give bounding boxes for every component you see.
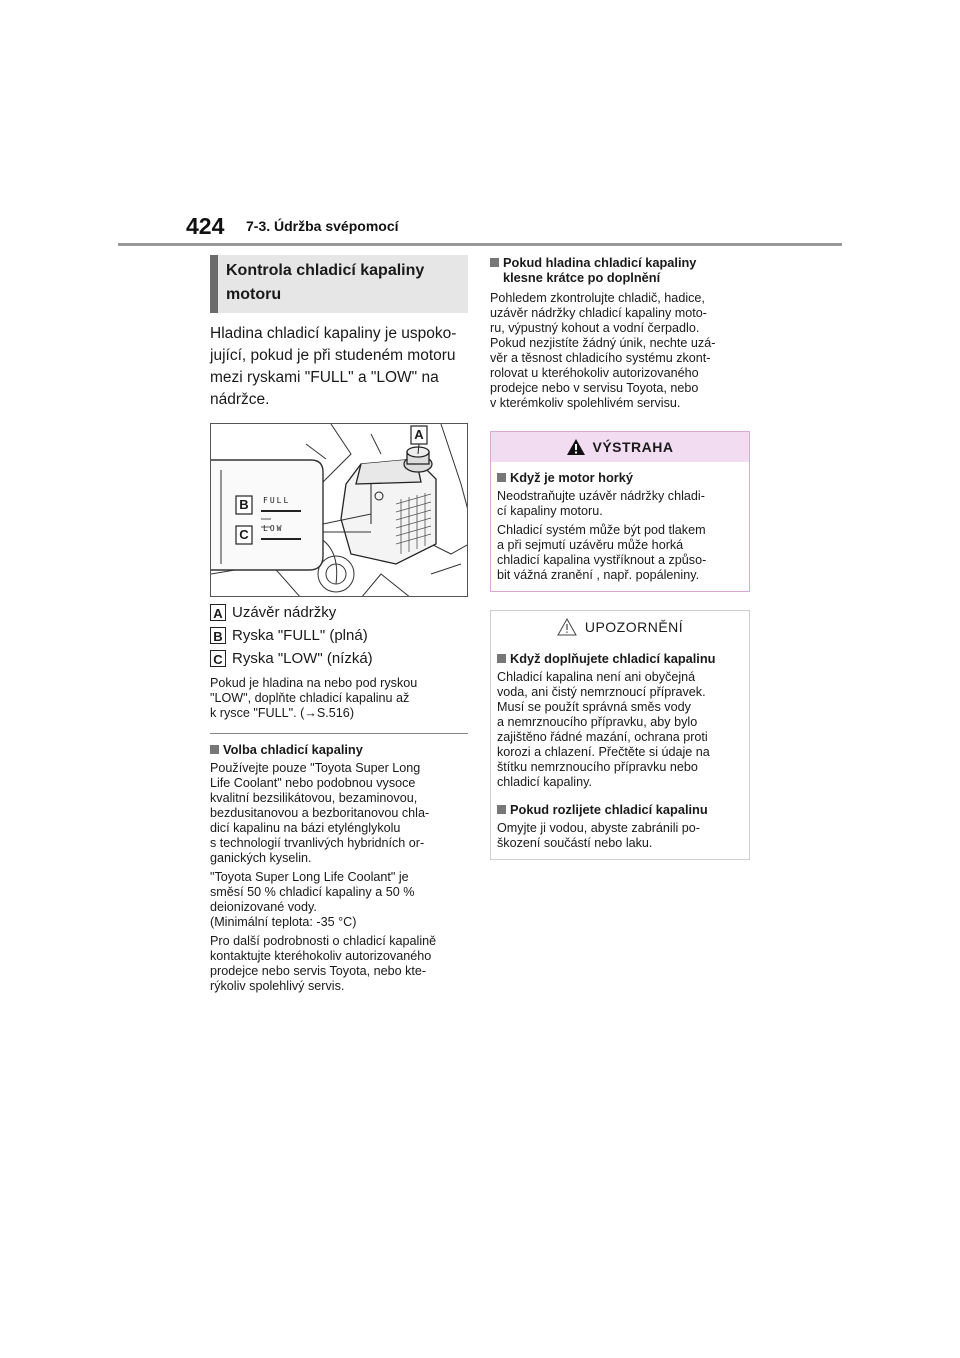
para-line: kontaktujte kteréhokoliv autorizovaného [210, 949, 432, 963]
callout-b-label: B [239, 497, 249, 512]
figure-legend [210, 601, 468, 670]
para-line: kvalitní bezsilikátovou, bezaminovou, [210, 791, 418, 805]
caution-triangle-icon [557, 618, 577, 636]
para-line: ganických kyselin. [210, 851, 312, 865]
paragraph [210, 870, 468, 930]
intro-text [210, 323, 468, 411]
intro-line: nádržce. [210, 391, 270, 408]
para-line: dicí kapalinu na bázi etylénglykolu [210, 821, 401, 835]
para-line: věr a těsnost chladicího systému zkont- [490, 351, 711, 365]
notice-box [490, 610, 750, 860]
notice-title-bar [491, 611, 749, 643]
para-line: (Minimální teplota: -35 °C) [210, 915, 357, 929]
section-heading [210, 255, 468, 313]
right-column [490, 255, 750, 860]
para-line: škození součástí nebo laku. [497, 836, 653, 850]
legend-item [210, 647, 468, 670]
paragraph [497, 821, 743, 851]
callout-c-label: C [239, 527, 249, 542]
divider [210, 733, 468, 734]
notice-title: UPOZORNĚNÍ [584, 619, 684, 635]
note-line: Pokud je hladina na nebo pod ryskou [210, 676, 418, 690]
para-line: Chladicí kapalina není ani obyčejná [497, 670, 696, 684]
callout-a-label: A [414, 427, 424, 442]
notice-body [491, 643, 749, 859]
para-line: Používejte pouze "Toyota Super Long [210, 761, 421, 775]
header-rule [118, 243, 842, 246]
para-line: Neodstraňujte uzávěr nádržky chladi- [497, 489, 705, 503]
heading-text: Volba chladicí kapaliny [223, 742, 363, 757]
para-line: zajištěno řádné mazání, ochrana proti [497, 730, 708, 744]
bullet-square-icon [210, 745, 219, 754]
heading-line: klesne krátce po doplnění [503, 270, 661, 285]
para-line: Pokud nezjistíte žádný únik, nechte uzá- [490, 336, 716, 350]
para-line: a při sejmutí uzávěru může horká [497, 538, 684, 552]
refilling-heading [497, 651, 743, 666]
page-number: 424 [186, 213, 225, 239]
intro-line: mezi ryskami "FULL" a "LOW" na [210, 369, 439, 386]
heading-text: Pokud rozlijete chladicí kapalinu [510, 802, 708, 817]
warning-body [491, 462, 749, 591]
coolant-selection-heading [210, 742, 468, 757]
legend-key: B [210, 627, 226, 644]
para-line: prodejce nebo servis Toyota, nebo kte- [210, 964, 427, 978]
para-line: Life Coolant" nebo podobnou vysoce [210, 776, 416, 790]
paragraph [210, 934, 468, 994]
level-drop-heading [490, 255, 750, 285]
para-line: chladicí kapaliny. [497, 775, 592, 789]
legend-item [210, 624, 468, 647]
para-line: Pro další podrobnosti o chladicí kapalině [210, 934, 437, 948]
intro-line: Hladina chladicí kapaliny je uspoko- [210, 325, 457, 342]
para-line: ru, výpustný kohout a vodní čerpadlo. [490, 321, 700, 335]
para-line: Omyjte ji vodou, abyste zabránili po- [497, 821, 700, 835]
para-line: s technologií trvanlivých hybridních or- [210, 836, 425, 850]
warning-triangle-icon [566, 438, 586, 456]
bullet-square-icon [497, 805, 506, 814]
para-line: rýkoliv spolehlivý servis. [210, 979, 345, 993]
legend-text: Ryska "LOW" (nízká) [232, 650, 373, 667]
bullet-square-icon [497, 473, 506, 482]
low-mark-label: LOW [263, 524, 284, 533]
note-line: "LOW", doplňte chladicí kapalinu až [210, 691, 410, 705]
legend-text: Uzávěr nádržky [232, 604, 337, 621]
para-line: bit vážná zranění , např. popáleniny. [497, 568, 700, 582]
paragraph [497, 670, 743, 790]
chapter-title: 7-3. Údržba svépomocí [246, 218, 399, 234]
paragraph [210, 761, 468, 866]
refill-note [210, 676, 468, 721]
para-line: Chladicí systém může být pod tlakem [497, 523, 706, 537]
para-line: Musí se použít správná směs vody [497, 700, 691, 714]
note-line: k rysce "FULL". (→S.516) [210, 706, 355, 720]
para-line: uzávěr nádržky chladicí kapaliny moto- [490, 306, 707, 320]
para-line: cí kapaliny motoru. [497, 504, 603, 518]
heading-text: Když doplňujete chladicí kapalinu [510, 651, 716, 666]
para-line: Pohledem zkontrolujte chladič, hadice, [490, 291, 705, 305]
para-line: v kterémkoliv spolehlivém servisu. [490, 396, 681, 410]
paragraph [497, 489, 743, 519]
section-title-line2: motoru [226, 286, 282, 303]
section-title-line1: Kontrola chladicí kapaliny [226, 262, 425, 279]
paragraph [490, 291, 750, 411]
legend-key: A [210, 604, 226, 621]
para-line: prodejce nebo v servisu Toyota, nebo [490, 381, 699, 395]
coolant-reservoir-figure [210, 423, 468, 597]
heading-text: Když je motor horký [510, 470, 634, 485]
para-line: "Toyota Super Long Life Coolant" je [210, 870, 409, 884]
para-line: štítku nemrznoucího přípravku nebo [497, 760, 698, 774]
para-line: bezdusitanovou a bezboritanovou chla- [210, 806, 430, 820]
warning-box [490, 431, 750, 592]
legend-item [210, 601, 468, 624]
para-line: směsí 50 % chladicí kapaliny a 50 % [210, 885, 415, 899]
paragraph [497, 523, 743, 583]
hot-engine-heading [497, 470, 743, 485]
bullet-square-icon [490, 258, 499, 267]
para-line: chladicí kapalina vystříknout a způso- [497, 553, 707, 567]
para-line: voda, ani čistý nemrznoucí přípravek. [497, 685, 706, 699]
para-line: korozi a chlazení. Přečtěte si údaje na [497, 745, 710, 759]
spill-heading [497, 802, 743, 817]
full-mark-label: FULL [263, 496, 291, 505]
warning-title: VÝSTRAHA [592, 439, 674, 455]
legend-key: C [210, 650, 226, 667]
para-line: a nemrznoucího přípravku, aby bylo [497, 715, 698, 729]
para-line: rolovat u kteréhokoliv autorizovaného [490, 366, 699, 380]
para-line: deionizované vody. [210, 900, 317, 914]
bullet-square-icon [497, 654, 506, 663]
left-column [210, 255, 468, 994]
warning-title-bar [491, 432, 749, 462]
legend-text: Ryska "FULL" (plná) [232, 627, 368, 644]
intro-line: jující, pokud je při studeném motoru [210, 347, 456, 364]
heading-line: Pokud hladina chladicí kapaliny [503, 255, 697, 270]
